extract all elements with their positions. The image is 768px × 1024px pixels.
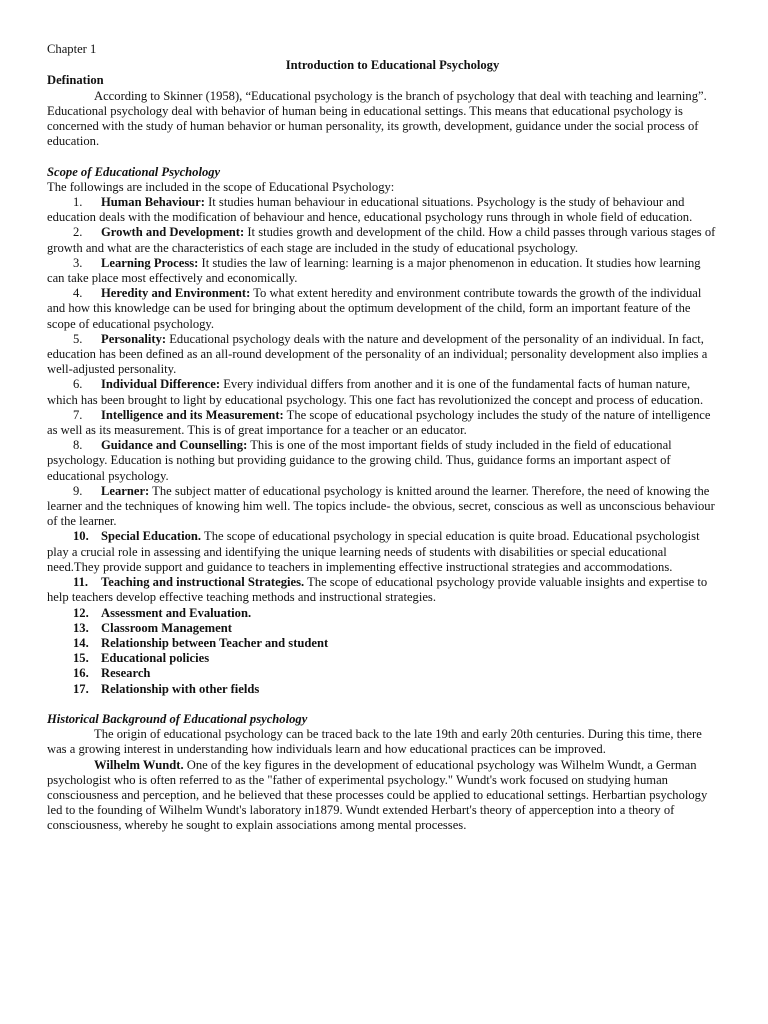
item-term: Intelligence and its Measurement: (101, 407, 284, 422)
item-term: Guidance and Counselling: (101, 438, 248, 453)
item-number: 4. (73, 286, 83, 301)
item-number: 5. (73, 331, 83, 346)
scope-list (47, 195, 718, 697)
list-item (47, 195, 718, 225)
item-number: 2. (73, 225, 83, 240)
item-number: 13. (73, 620, 89, 635)
item-text: This is one of the most important fields of study included in the field of educational psychology. Education is nothing but providing guidance to the growing child. Thus, guidance forms an important aspect of educational psychology. (47, 438, 672, 483)
list-item (47, 636, 718, 651)
list-item (47, 438, 718, 484)
item-text: To what extent heredity and environment contribute towards the growth of the individual and how this knowledge can be used for bringing about the optimum development of the child, form an important feature of the scope of educational psychology. (47, 286, 702, 331)
history-paragraph-2 (47, 758, 718, 834)
item-text: The scope of educational psychology includes the study of the nature of intelligence as well as its measurement. This is of great importance for a teacher or an educator. (47, 407, 711, 438)
chapter-label: Chapter 1 (47, 42, 97, 56)
item-term: Individual Difference: (101, 377, 221, 392)
scope-heading: Scope of Educational Psychology (47, 164, 221, 179)
list-item (47, 286, 718, 332)
item-number: 10. (73, 529, 89, 544)
item-number: 16. (73, 666, 89, 681)
item-text: The scope of educational psychology in special education is quite broad. Educational psychologist play a crucial role in assessing and identifying the unique learning needs of students with disabilities or special educational need.They provide support and guidance to teachers in implementing effective instructional strategies and accommodations. (47, 529, 700, 574)
item-term: Classroom Management (101, 620, 232, 635)
page-title: Introduction to Educational Psychology (285, 58, 500, 73)
item-term: Human Behaviour: (101, 195, 205, 210)
item-number: 15. (73, 651, 89, 666)
item-text: It studies growth and development of the child. How a child passes through various stages of growth and what are the characteristics of each stage are included in the study of educational psychology. (47, 225, 716, 255)
history-paragraph-1: The origin of educational psychology can be traced back to the late 19th and early 20th centuries. During this time, there was a growing interest in understanding how individuals learn and how educational practices can be improved. (47, 727, 702, 757)
item-number: 3. (73, 255, 83, 270)
list-item (47, 651, 718, 666)
wundt-term: Wilhelm Wundt. (94, 757, 184, 772)
item-number: 11. (73, 575, 89, 590)
item-text: It studies the law of learning: learning is a major phenomenon in education. It studies how learning can take place most effectively and economically. (47, 255, 701, 286)
list-item (47, 332, 718, 378)
history-heading: Historical Background of Educational psychology (47, 711, 308, 726)
definition-paragraph: According to Skinner (1958), “Educational psychology is the branch of psychology that deal with teaching and learning”. Educational psychology deal with behavior of human being in educational settings. This means that educational psychology is concerned with the study of human behavior or human personality, its growth, development, guidance under the social process of education. (47, 88, 707, 149)
item-term: Learning Process: (101, 255, 199, 270)
item-number: 8. (73, 438, 83, 453)
item-text: Educational psychology deals with the nature and development of the personality of an individual. In fact, education has been defined as an all-round development of the personality of an individual; personality development also implies a well-adjusted personality. (47, 331, 708, 377)
item-term: Relationship with other fields (101, 681, 260, 696)
item-text: The subject matter of educational psychology is knitted around the learner. Therefore, the need of knowing the learner and the techniques of knowing him well. The topics include- the obvious, secret, conscious as well as unconscious behaviour of the learner. (47, 483, 715, 529)
item-term: Research (101, 666, 151, 681)
item-term: Assessment and Evaluation. (101, 605, 252, 620)
item-text: The scope of educational psychology provide valuable insights and expertise to help teachers develop effective teaching methods and instructional strategies. (47, 575, 708, 605)
item-term: Special Education. (101, 529, 202, 544)
wundt-text: One of the key figures in the development of educational psychology was Wilhelm Wundt, a German psychologist who is often referred to as the "father of experimental psychology." Wundt's work focused on studying human consciousness and perception, and he believed that these processes could be applied to educational settings. Herbartian psychology led to the founding of Wilhelm Wundt's laboratory in1879. Wundt extended Herbart's theory of apperception into a theory of consciousness, whereby he sought to explain associations among mental processes. (47, 757, 708, 833)
item-text: Every individual differs from another and it is one of the fundamental facts of human nature, which has been brought to light by educational psychology. This one fact has revolutionized the concept and process of education. (47, 377, 704, 407)
item-number: 17. (73, 681, 89, 696)
item-term: Personality: (101, 331, 167, 346)
list-item (47, 575, 718, 605)
definition-heading: Defination (47, 73, 104, 88)
item-term: Educational policies (101, 651, 210, 666)
list-item (47, 408, 718, 438)
list-item (47, 621, 718, 636)
item-term: Growth and Development: (101, 225, 245, 240)
item-number: 6. (73, 377, 83, 392)
item-term: Relationship between Teacher and student (101, 635, 329, 650)
item-term: Heredity and Environment: (101, 286, 251, 301)
list-item (47, 606, 718, 621)
item-number: 9. (73, 483, 83, 498)
item-number: 7. (73, 407, 83, 422)
item-number: 12. (73, 605, 89, 620)
list-item (47, 529, 718, 575)
list-item (47, 682, 718, 697)
list-item (47, 256, 718, 286)
item-term: Teaching and instructional Strategies. (101, 575, 305, 590)
list-item (47, 484, 718, 530)
item-term: Learner: (101, 483, 150, 498)
item-text: It studies human behaviour in educational situations. Psychology is the study of behaviour and education deals with the modification of behaviour and hence, educational psychology runs through in whole field of education. (47, 195, 693, 225)
list-item (47, 225, 718, 255)
list-item (47, 666, 718, 681)
list-item (47, 377, 718, 407)
scope-intro: The followings are included in the scope of Educational Psychology: (47, 179, 395, 194)
item-number: 1. (73, 195, 83, 210)
item-number: 14. (73, 635, 89, 650)
